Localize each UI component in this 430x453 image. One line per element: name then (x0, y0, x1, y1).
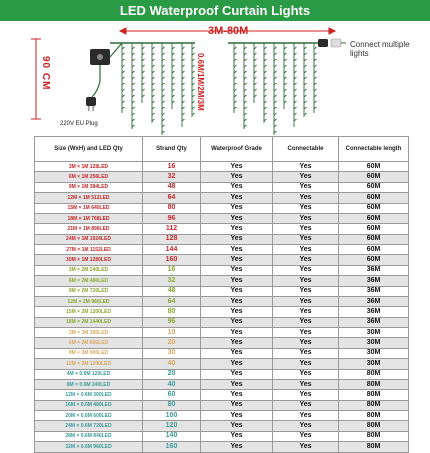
cell-size: 18M × 2M 1440LED (35, 317, 143, 327)
cell-waterproof: Yes (201, 379, 273, 389)
cell-connectable: Yes (273, 213, 339, 223)
cell-size: 6M × 3M 600LED (35, 338, 143, 348)
cell-connectable: Yes (273, 307, 339, 317)
header-waterproof: Waterproof Grade (201, 137, 273, 162)
cell-size: 12M × 0.6M 360LED (35, 390, 143, 400)
table-row (35, 234, 409, 244)
cell-connectable: Yes (273, 193, 339, 203)
led-strands (122, 43, 317, 135)
cell-strand-qty: 20 (143, 338, 201, 348)
page-title: LED Waterproof Curtain Lights (0, 0, 430, 21)
cell-strand-qty: 20 (143, 369, 201, 379)
cell-connectable: Yes (273, 328, 339, 338)
cell-connectable: Yes (273, 390, 339, 400)
cell-connectable: Yes (273, 234, 339, 244)
curtain-light-diagram (0, 21, 430, 136)
cell-waterproof: Yes (201, 307, 273, 317)
cell-connectable: Yes (273, 379, 339, 389)
table-row (35, 296, 409, 306)
table-row (35, 213, 409, 223)
table-row (35, 400, 409, 410)
cell-waterproof: Yes (201, 317, 273, 327)
cell-waterproof: Yes (201, 286, 273, 296)
cell-strand-qty: 40 (143, 379, 201, 389)
cell-connectable-length: 60M (339, 224, 409, 234)
table-row (35, 255, 409, 265)
cell-connectable-length: 60M (339, 172, 409, 182)
cell-connectable: Yes (273, 286, 339, 296)
connector-plug-icon (318, 39, 346, 47)
cell-strand-qty: 40 (143, 359, 201, 369)
cell-size: 27M × 1M 1152LED (35, 245, 143, 255)
table-row (35, 307, 409, 317)
cell-connectable: Yes (273, 296, 339, 306)
cell-connectable-length: 60M (339, 182, 409, 192)
cell-size: 12M × 2M 960LED (35, 296, 143, 306)
cell-size: 3M × 1M 128LED (35, 162, 143, 172)
table-row (35, 442, 409, 452)
cell-connectable: Yes (273, 369, 339, 379)
cell-strand-qty: 144 (143, 245, 201, 255)
cell-connectable: Yes (273, 203, 339, 213)
cell-connectable-length: 36M (339, 265, 409, 275)
header-connectable-length: Connectable length (339, 137, 409, 162)
table-row (35, 193, 409, 203)
cell-waterproof: Yes (201, 265, 273, 275)
table-row (35, 172, 409, 182)
cell-waterproof: Yes (201, 411, 273, 421)
cell-waterproof: Yes (201, 390, 273, 400)
table-row (35, 245, 409, 255)
cell-strand-qty: 30 (143, 348, 201, 358)
cell-strand-qty: 32 (143, 172, 201, 182)
controller-box (90, 43, 122, 97)
cell-waterproof: Yes (201, 348, 273, 358)
cell-waterproof: Yes (201, 442, 273, 452)
cell-connectable-length: 30M (339, 338, 409, 348)
cell-connectable: Yes (273, 359, 339, 369)
header-connectable: Connectable (273, 137, 339, 162)
cell-strand-qty: 96 (143, 213, 201, 223)
cell-connectable-length: 36M (339, 317, 409, 327)
cell-size: 6M × 1M 256LED (35, 172, 143, 182)
cell-connectable: Yes (273, 182, 339, 192)
cell-connectable-length: 80M (339, 390, 409, 400)
eu-plug-icon (86, 97, 96, 111)
cell-connectable-length: 36M (339, 296, 409, 306)
table-row (35, 203, 409, 213)
cell-connectable-length: 36M (339, 286, 409, 296)
cell-connectable: Yes (273, 255, 339, 265)
cell-connectable-length: 80M (339, 400, 409, 410)
cell-strand-qty: 80 (143, 307, 201, 317)
cell-connectable-length: 30M (339, 359, 409, 369)
cell-strand-qty: 128 (143, 234, 201, 244)
cell-waterproof: Yes (201, 182, 273, 192)
cell-size: 3M × 3M 300LED (35, 328, 143, 338)
cell-size: 12M × 3M 1200LED (35, 359, 143, 369)
curtain-diagram-svg (0, 21, 430, 136)
cell-connectable-length: 30M (339, 348, 409, 358)
table-row (35, 379, 409, 389)
cell-size: 4M × 0.6M 120LED (35, 369, 143, 379)
cell-waterproof: Yes (201, 421, 273, 431)
table-row (35, 431, 409, 441)
cell-size: 9M × 1M 384LED (35, 182, 143, 192)
cell-connectable-length: 60M (339, 213, 409, 223)
cell-waterproof: Yes (201, 276, 273, 286)
cell-connectable-length: 60M (339, 245, 409, 255)
cell-strand-qty: 48 (143, 286, 201, 296)
cell-strand-qty: 160 (143, 442, 201, 452)
cell-size: 9M × 2M 720LED (35, 286, 143, 296)
cell-strand-qty: 64 (143, 193, 201, 203)
cell-connectable-length: 36M (339, 307, 409, 317)
cell-connectable-length: 30M (339, 328, 409, 338)
cell-strand-qty: 48 (143, 182, 201, 192)
cell-connectable-length: 80M (339, 442, 409, 452)
header-strand-qty: Strand Qty (143, 137, 201, 162)
cell-size: 21M × 1M 896LED (35, 224, 143, 234)
cell-strand-qty: 16 (143, 162, 201, 172)
cell-connectable: Yes (273, 162, 339, 172)
header-size: Size (WxH) and LED Qty (35, 137, 143, 162)
cell-connectable: Yes (273, 348, 339, 358)
table-row (35, 276, 409, 286)
cell-size: 20M × 0.6M 600LED (35, 411, 143, 421)
cell-waterproof: Yes (201, 213, 273, 223)
cell-size: 8M × 0.6M 240LED (35, 379, 143, 389)
table-row (35, 265, 409, 275)
cell-waterproof: Yes (201, 328, 273, 338)
cell-waterproof: Yes (201, 431, 273, 441)
table-row (35, 317, 409, 327)
cell-strand-qty: 160 (143, 255, 201, 265)
cell-size: 15M × 1M 640LED (35, 203, 143, 213)
cell-connectable-length: 80M (339, 369, 409, 379)
cell-connectable: Yes (273, 245, 339, 255)
cell-connectable: Yes (273, 442, 339, 452)
cell-connectable-length: 60M (339, 193, 409, 203)
cell-connectable: Yes (273, 317, 339, 327)
cell-waterproof: Yes (201, 234, 273, 244)
cell-waterproof: Yes (201, 369, 273, 379)
cell-size: 18M × 1M 768LED (35, 213, 143, 223)
cell-size: 32M × 0.6M 960LED (35, 442, 143, 452)
cell-connectable: Yes (273, 224, 339, 234)
table-row (35, 359, 409, 369)
cell-strand-qty: 96 (143, 317, 201, 327)
cell-connectable: Yes (273, 411, 339, 421)
cell-strand-qty: 112 (143, 224, 201, 234)
cell-connectable-length: 60M (339, 255, 409, 265)
cell-connectable: Yes (273, 276, 339, 286)
table-header-row (35, 137, 409, 162)
cell-strand-qty: 32 (143, 276, 201, 286)
table-row (35, 224, 409, 234)
cell-connectable-length: 80M (339, 379, 409, 389)
cell-strand-qty: 140 (143, 431, 201, 441)
table-row (35, 411, 409, 421)
cell-strand-qty: 16 (143, 265, 201, 275)
cell-connectable-length: 80M (339, 431, 409, 441)
cell-strand-qty: 120 (143, 421, 201, 431)
cell-connectable-length: 60M (339, 203, 409, 213)
cell-connectable-length: 60M (339, 162, 409, 172)
cell-strand-qty: 64 (143, 296, 201, 306)
cell-waterproof: Yes (201, 203, 273, 213)
cell-strand-qty: 80 (143, 203, 201, 213)
cell-size: 3M × 2M 240LED (35, 265, 143, 275)
cell-connectable: Yes (273, 265, 339, 275)
cell-waterproof: Yes (201, 338, 273, 348)
cell-size: 15M × 2M 1200LED (35, 307, 143, 317)
table-row (35, 286, 409, 296)
cell-size: 9M × 3M 900LED (35, 348, 143, 358)
table-row (35, 348, 409, 358)
table-row (35, 390, 409, 400)
cell-waterproof: Yes (201, 359, 273, 369)
cell-waterproof: Yes (201, 193, 273, 203)
cell-connectable-length: 80M (339, 411, 409, 421)
table-row (35, 328, 409, 338)
cell-connectable-length: 60M (339, 234, 409, 244)
table-row (35, 162, 409, 172)
cell-size: 24M × 1M 1024LED (35, 234, 143, 244)
cell-strand-qty: 80 (143, 400, 201, 410)
cell-connectable: Yes (273, 431, 339, 441)
cell-connectable-length: 80M (339, 421, 409, 431)
cell-connectable: Yes (273, 172, 339, 182)
cell-waterproof: Yes (201, 400, 273, 410)
cell-connectable: Yes (273, 421, 339, 431)
cell-size: 30M × 1M 1280LED (35, 255, 143, 265)
cell-connectable: Yes (273, 400, 339, 410)
spec-table (34, 136, 409, 453)
cell-waterproof: Yes (201, 296, 273, 306)
table-row (35, 338, 409, 348)
cell-waterproof: Yes (201, 162, 273, 172)
height-label: 90 CM (40, 56, 51, 91)
cell-size: 28M × 0.6M 840LED (35, 431, 143, 441)
drop-length-label: 0.6M/1M/2M/3M (196, 53, 205, 111)
cell-waterproof: Yes (201, 172, 273, 182)
cell-strand-qty: 100 (143, 411, 201, 421)
connect-multiple-label: Connect multiple lights (350, 40, 410, 58)
cell-connectable: Yes (273, 338, 339, 348)
table-row (35, 369, 409, 379)
cell-waterproof: Yes (201, 255, 273, 265)
cell-waterproof: Yes (201, 245, 273, 255)
cell-size: 24M × 0.6M 720LED (35, 421, 143, 431)
cell-waterproof: Yes (201, 224, 273, 234)
table-body (35, 162, 409, 453)
table-row (35, 182, 409, 192)
cell-size: 6M × 2M 480LED (35, 276, 143, 286)
plug-label: 220V EU Plug (60, 121, 98, 127)
width-label: 3M-80M (208, 25, 249, 37)
cell-strand-qty: 10 (143, 328, 201, 338)
cell-size: 16M × 0.6M 480LED (35, 400, 143, 410)
cell-connectable-length: 36M (339, 276, 409, 286)
cell-strand-qty: 60 (143, 390, 201, 400)
cell-size: 12M × 1M 512LED (35, 193, 143, 203)
